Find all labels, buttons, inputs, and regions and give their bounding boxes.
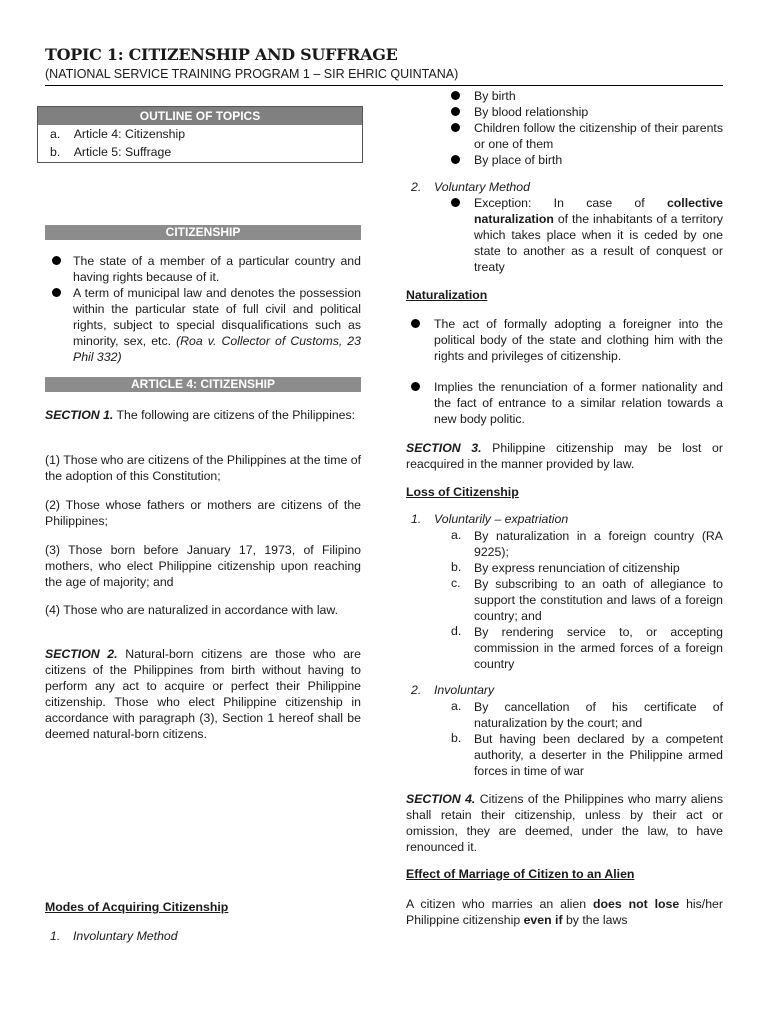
section1-text: The following are citizens of the Philippines:	[113, 408, 356, 422]
outline-marker: a.	[50, 127, 61, 141]
involuntary-bullets	[451, 88, 723, 168]
section3-paragraph	[406, 440, 723, 472]
list-item	[451, 560, 723, 576]
list-marker: a.	[451, 699, 462, 713]
marriage-heading: Effect of Marriage of Citizen to an Alien	[406, 867, 635, 881]
loss-item-number: 1.	[411, 512, 422, 526]
section3-text: Philippine citizenship may be lost or reacquired in the manner provided by law.	[406, 441, 723, 471]
section1-paragraph	[45, 407, 361, 423]
list-item-text: By rendering service to, or accepting commission in the armed forces of a foreign country	[474, 625, 723, 671]
list-item-text: By express renunciation of citizenship	[474, 561, 680, 575]
document-subtitle: (NATIONAL SERVICE TRAINING PROGRAM 1 – SIR EHRIC QUINTANA)	[45, 67, 459, 81]
list-item-text: But having been declared by a competent authority, a deserter in the Philippine armed forces in time of war	[474, 732, 723, 778]
bullet-dot-icon	[411, 382, 420, 391]
bullet-text: The state of a member of a particular country and having rights because of it.	[73, 254, 361, 284]
section1-item: (2) Those whose fathers or mothers are citizens of the Philippines;	[45, 498, 361, 528]
outline-item-text: Article 4: Citizenship	[73, 127, 186, 141]
citizenship-heading: CITIZENSHIP	[45, 225, 361, 240]
list-item-text: By naturalization in a foreign country (RA 9225);	[474, 529, 723, 559]
bullet-text: By blood relationship	[474, 105, 589, 119]
exception-post: of the inhabitants of a territory which takes place when it is ceded by one state to another as a result of conquest or treaty	[474, 212, 723, 274]
outline-item-text: Article 5: Suffrage	[73, 145, 172, 159]
list-item	[451, 624, 723, 672]
article4-heading: ARTICLE 4: CITIZENSHIP	[45, 377, 361, 392]
section2-paragraph	[45, 646, 361, 742]
bullet-dot-icon	[52, 256, 61, 265]
citation: (Roa v. Collector of Customs, 23 Phil 332)	[73, 334, 361, 364]
marriage-text: by the laws	[562, 913, 628, 927]
list-item	[451, 731, 723, 779]
bullet-text: Children follow the citizenship of their parents or one of them	[474, 121, 723, 151]
list-marker: b.	[451, 560, 462, 574]
list-marker: d.	[451, 624, 462, 638]
modes-voluntary-label: Voluntary Method	[434, 180, 530, 194]
list-marker: b.	[451, 731, 462, 745]
list-item	[451, 528, 723, 560]
marriage-text: his/her Philippine citizenship	[406, 897, 723, 927]
section1-item: (4) Those who are naturalized in accordance with law.	[45, 603, 339, 617]
section4-text: Citizens of the Philippines who marry aliens shall retain their citizenship, unless by their act or omission, they are deemed, under the law, to have renounced it.	[406, 792, 723, 854]
bullet-item	[411, 316, 723, 380]
list-item-text: By cancellation of his certificate of naturalization by the court; and	[474, 700, 723, 730]
modes-item-number: 1.	[50, 929, 61, 943]
section2-text: Natural-born citizens are those who are citizens of the Philippines from birth without having to perform any act to acquire or perfect their Philippine citizenship. Those who elect Philippine citizenship in accordance with paragraph (3), Section 1 hereof shall be deemed natural-born citizens.	[45, 647, 361, 741]
list-item	[451, 699, 723, 731]
bullet-item	[451, 104, 723, 120]
section1-item: (1) Those who are citizens of the Philippines at the time of the adoption of this Constitution;	[45, 453, 361, 483]
modes-item-number: 2.	[411, 180, 422, 194]
modes-involuntary-label: Involuntary Method	[73, 929, 178, 943]
section1-item: (3) Those born before January 17, 1973, of Filipino mothers, who elect Philippine citizenship upon reaching the age of majority; and	[45, 543, 361, 589]
header-divider	[45, 85, 723, 86]
list-marker: c.	[451, 576, 461, 590]
modes-heading: Modes of Acquiring Citizenship	[45, 900, 229, 914]
outline-marker: b.	[50, 145, 61, 159]
section3-label: SECTION 3.	[406, 441, 482, 455]
exception-pre: Exception: In case of	[474, 196, 667, 210]
bullet-text: By birth	[474, 89, 516, 103]
bullet-dot-icon	[451, 123, 460, 132]
bullet-dot-icon	[451, 91, 460, 100]
bullet-item	[451, 120, 723, 152]
marriage-paragraph	[406, 896, 723, 928]
exception-text	[474, 195, 723, 275]
loss-involuntary-label: Involuntary	[434, 683, 495, 697]
bullet-item	[52, 253, 362, 285]
involuntary-list	[451, 699, 723, 779]
bullet-dot-icon	[411, 319, 420, 328]
section4-label: SECTION 4.	[406, 792, 476, 806]
list-marker: a.	[451, 528, 462, 542]
bullet-item	[451, 195, 723, 275]
document-title: TOPIC 1: CITIZENSHIP AND SUFFRAGE	[45, 45, 398, 64]
list-item-text: By subscribing to an oath of allegiance to support the constitution and laws of a foreign country; and	[474, 577, 723, 623]
section1-label: SECTION 1.	[45, 408, 114, 422]
bullet-text: The act of formally adopting a foreigner into the political body of the state and clothing him with the rights and privileges of citizenship.	[434, 317, 723, 363]
bullet-dot-icon	[451, 107, 460, 116]
marriage-bold: even if	[523, 913, 563, 927]
outline-item	[50, 127, 185, 141]
bullet-item	[451, 88, 723, 104]
bullet-dot-icon	[52, 288, 61, 297]
bullet-item	[411, 379, 723, 427]
voluntary-list	[451, 528, 723, 672]
bullet-text: By place of birth	[474, 153, 563, 167]
section4-paragraph	[406, 791, 723, 855]
bullet-item	[451, 152, 723, 168]
outline-box	[37, 106, 363, 163]
exception-bold: collective naturalization	[474, 196, 723, 226]
naturalization-heading: Naturalization	[406, 288, 488, 302]
loss-heading: Loss of Citizenship	[406, 485, 519, 499]
bullet-item	[52, 285, 362, 365]
list-item	[451, 576, 723, 624]
loss-voluntary-label: Voluntarily – expatriation	[434, 512, 569, 526]
outline-heading: OUTLINE OF TOPICS	[38, 107, 362, 125]
outline-item	[50, 145, 171, 159]
bullet-text: A term of municipal law and denotes the possession within the particular state of full civil and political rights, subject to special disqualifications such as minority, sex, etc.	[73, 286, 361, 348]
marriage-bold: does not lose	[592, 897, 680, 911]
marriage-text: A citizen who marries an alien	[406, 897, 593, 911]
bullet-dot-icon	[451, 198, 460, 207]
section2-label: SECTION 2.	[45, 647, 118, 661]
bullet-text: Implies the renunciation of a former nationality and the fact of entrance to a similar relation towards a new body politic.	[434, 380, 723, 426]
bullet-dot-icon	[451, 155, 460, 164]
loss-item-number: 2.	[411, 683, 422, 697]
